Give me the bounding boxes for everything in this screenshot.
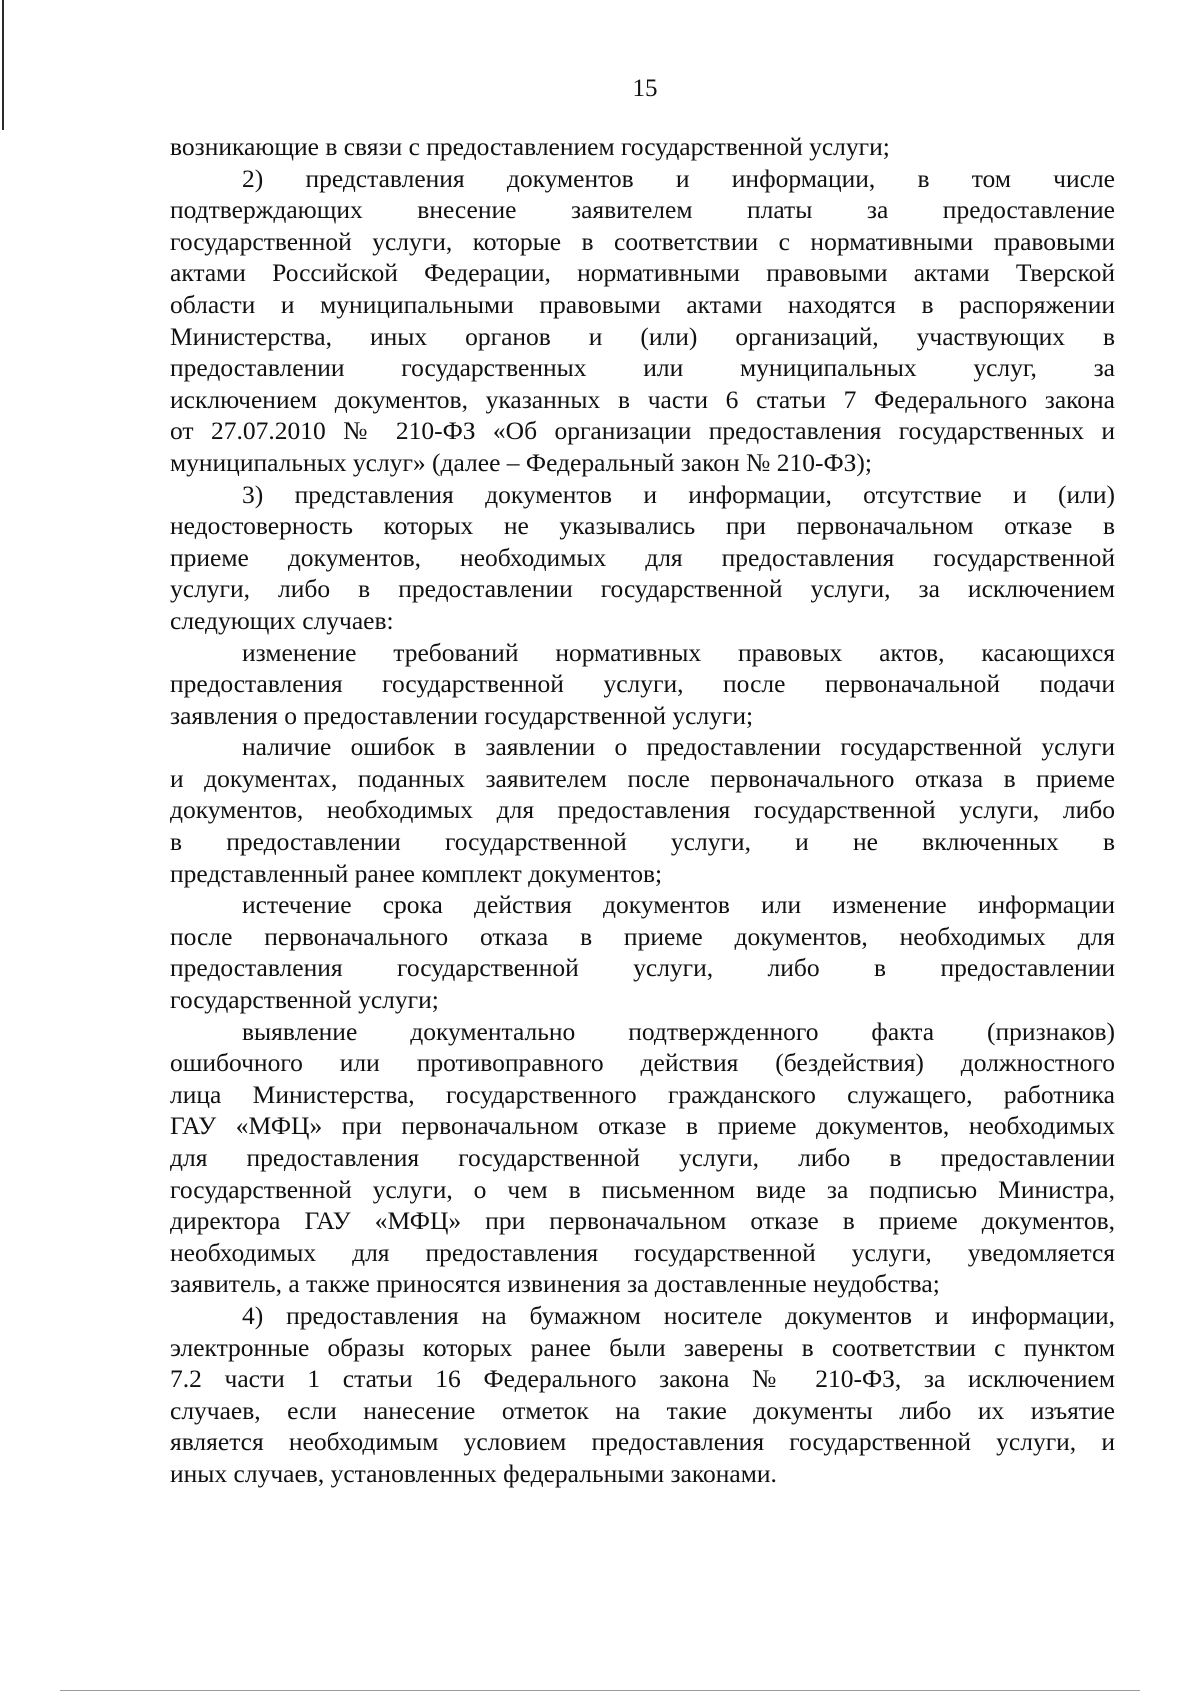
text-line: области и муниципальными правовыми актами находятся в распоряжении — [170, 289, 1115, 319]
text-line: документов, необходимых для предоставления государственной услуги, либо — [170, 795, 1115, 825]
text-line: ГАУ «МФЦ» при первоначальном отказе в приеме документов, необходимых — [170, 1111, 1115, 1141]
text-line: приеме документов, необходимых для предоставления государственной — [170, 542, 1115, 572]
text-line: истечение срока действия документов или изменение информации — [242, 890, 1115, 920]
text-line: услуги, либо в предоставлении государственной услуги, за исключением — [170, 574, 1115, 604]
text-line: государственной услуги, о чем в письменном виде за подписью Министра, — [170, 1174, 1115, 1204]
text-line: заявления о предоставлении государственной услуги; — [170, 700, 754, 730]
text-line: случаев, если нанесение отметок на такие документы либо их изъятие — [170, 1395, 1115, 1425]
text-line: предоставлении государственных или муниципальных услуг, за — [170, 353, 1115, 383]
text-line: недостоверность которых не указывались при первоначальном отказе в — [170, 511, 1115, 541]
text-line: ошибочного или противоправного действия (бездействия) должностного — [170, 1048, 1115, 1078]
text-line: 4) предоставления на бумажном носителе документов и информации, — [242, 1300, 1115, 1330]
text-line: заявитель, а также приносятся извинения за доставленные неудобства; — [170, 1269, 940, 1299]
text-line: муниципальных услуг» (далее – Федеральный закон № 210-ФЗ); — [170, 447, 872, 477]
body-text — [170, 131, 1115, 1490]
text-line: и документах, поданных заявителем после первоначального отказа в приеме — [170, 763, 1115, 793]
text-line: представленный ранее комплект документов; — [170, 858, 663, 888]
text-line: для предоставления государственной услуги, либо в предоставлении — [170, 1143, 1115, 1172]
text-line: в предоставлении государственной услуги, и не включенных в — [170, 827, 1115, 857]
text-line: 7.2 части 1 статьи 16 Федерального закона № 210-ФЗ, за исключением — [170, 1364, 1115, 1394]
text-line: лица Министерства, государственного гражданского служащего, работника — [170, 1079, 1115, 1109]
text-line: 3) представления документов и информации, отсутствие и (или) — [242, 479, 1115, 509]
text-line: Министерства, иных органов и (или) организаций, участвующих в — [170, 321, 1115, 351]
text-line: выявление документально подтвержденного факта (признаков) — [242, 1016, 1115, 1046]
text-line: исключением документов, указанных в части 6 статьи 7 Федерального закона — [170, 384, 1115, 414]
text-line: подтверждающих внесение заявителем платы за предоставление — [170, 195, 1115, 225]
text-line: необходимых для предоставления государственной услуги, уведомляется — [170, 1237, 1115, 1267]
text-line: предоставления государственной услуги, после первоначальной подачи — [170, 669, 1115, 699]
text-line: следующих случаев: — [170, 605, 394, 635]
text-line: электронные образы которых ранее были заверены в соответствии с пунктом — [170, 1332, 1115, 1362]
text-line: от 27.07.2010 № 210-ФЗ «Об организации предоставления государственных и — [170, 416, 1115, 446]
text-line: директора ГАУ «МФЦ» при первоначальном отказе в приеме документов, — [170, 1206, 1115, 1236]
scan-edge-left — [2, 0, 4, 130]
text-line: предоставления государственной услуги, либо в предоставлении — [170, 953, 1115, 983]
text-line: государственной услуги; — [170, 985, 439, 1015]
text-line: 2) представления документов и информации, в том числе — [242, 163, 1115, 193]
text-line: государственной услуги, которые в соответствии с нормативными правовыми — [170, 226, 1115, 256]
text-line: актами Российской Федерации, нормативными правовыми актами Тверской — [170, 258, 1115, 288]
text-line: является необходимым условием предоставления государственной услуги, и — [170, 1427, 1115, 1457]
text-line: после первоначального отказа в приеме документов, необходимых для — [170, 921, 1115, 951]
text-line: иных случаев, установленных федеральными законами. — [170, 1458, 777, 1488]
text-line: изменение требований нормативных правовых актов, касающихся — [242, 637, 1115, 667]
text-line: возникающие в связи с предоставлением государственной услуги; — [170, 132, 890, 161]
page-number: 15 — [632, 75, 658, 102]
scan-edge-bottom — [60, 1690, 1140, 1691]
text-line: наличие ошибок в заявлении о предоставлении государственной услуги — [242, 732, 1115, 762]
